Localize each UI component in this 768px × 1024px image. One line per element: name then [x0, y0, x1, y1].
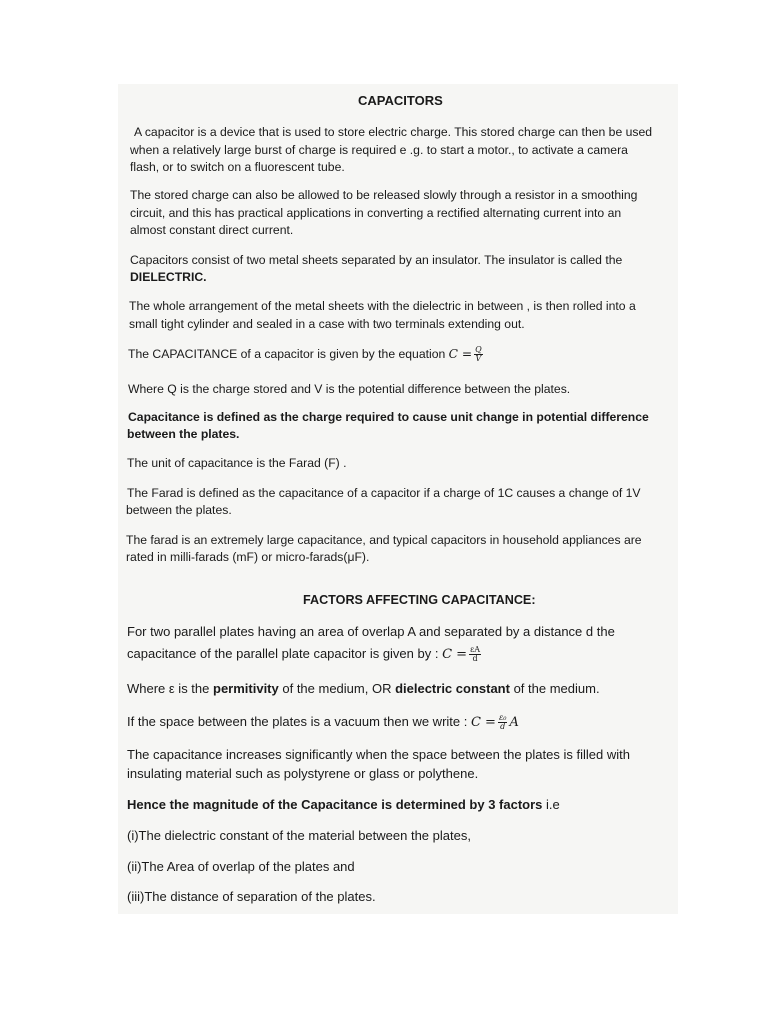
- paragraph-line: The Farad is defined as the capacitance of a capacitor if a charge of 1C causes a change of 1V: [127, 486, 641, 500]
- page-title: CAPACITORS: [358, 93, 443, 108]
- paragraph-line: small tight cylinder and sealed in a case with two terminals extending out.: [129, 317, 525, 331]
- paragraph-line: rated in milli-farads (mF) or micro-farads(μF).: [126, 550, 370, 564]
- fraction-numerator: Q: [475, 345, 482, 355]
- factors-summary-line: [127, 795, 560, 814]
- equation-intro: The CAPACITANCE of a capacitor is given by the equation: [128, 347, 449, 361]
- text-run: of the medium.: [509, 681, 600, 696]
- paragraph-line: The stored charge can also be allowed to be released slowly through a resistor in a smoothing: [130, 188, 638, 202]
- factor-item-distance: (iii)The distance of separation of the plates.: [127, 889, 376, 904]
- permitivity-line: [127, 679, 600, 698]
- text-run: Where ε is the: [127, 681, 213, 696]
- equation-lhs: C =: [448, 347, 473, 361]
- text-run: i.e: [542, 797, 560, 812]
- factor-item-dielectric: (i)The dielectric constant of the material between the plates,: [127, 828, 471, 843]
- paragraph-line: The farad is an extremely large capacitance, and typical capacitors in household appliances are: [126, 533, 642, 547]
- paragraph-line: between the plates.: [126, 503, 232, 517]
- fraction-numerator: εA: [470, 645, 480, 655]
- section-heading: FACTORS AFFECTING CAPACITANCE:: [303, 593, 536, 607]
- equation-lhs: C =: [470, 715, 496, 730]
- permitivity-term: permitivity: [213, 681, 279, 696]
- ea-over-d-fraction: [469, 646, 481, 663]
- paragraph-line: circuit, and this has practical applications in converting a rectified alternating current into an: [130, 206, 622, 220]
- fraction-denominator: d: [500, 722, 506, 732]
- fraction-denominator: d: [472, 654, 478, 664]
- paragraph-line: flash, or to switch on a fluorescent tube.: [130, 160, 345, 174]
- equation-intro: capacitance of the parallel plate capacitor is given by :: [127, 646, 443, 661]
- capacitance-equation-line: [128, 346, 485, 363]
- definition-line: Capacitance is defined as the charge required to cause unit change in potential difference: [128, 410, 649, 424]
- parallel-plate-equation-line: [127, 644, 483, 664]
- e0-over-d-fraction: [498, 714, 508, 731]
- paragraph-line: when a relatively large burst of charge is required e .g. to start a motor., to activate a camera: [130, 143, 628, 157]
- dielectric-term: DIELECTRIC.: [130, 270, 207, 284]
- paragraph-line: The capacitance increases significantly when the space between the plates is filled with: [127, 747, 630, 762]
- paragraph-line: For two parallel plates having an area of overlap A and separated by a distance d the: [127, 624, 615, 639]
- factors-summary-bold: Hence the magnitude of the Capacitance is determined by 3 factors: [127, 797, 543, 812]
- paragraph-line: Capacitors consist of two metal sheets separated by an insulator. The insulator is called the: [130, 253, 623, 267]
- fraction-denominator: V: [475, 354, 482, 364]
- paragraph-line: The whole arrangement of the metal sheets with the dielectric in between , is then rolled into a: [129, 299, 636, 313]
- equation-intro: If the space between the plates is a vacuum then we write :: [127, 714, 471, 729]
- dielectric-constant-term: dielectric constant: [395, 681, 510, 696]
- text-run: of the medium, OR: [278, 681, 396, 696]
- q-over-v-fraction: [474, 346, 483, 363]
- definition-line: between the plates.: [127, 427, 240, 441]
- factor-item-area: (ii)The Area of overlap of the plates and: [127, 859, 355, 874]
- fraction-numerator: ε₀: [498, 713, 507, 723]
- paragraph-line: Where Q is the charge stored and V is the potential difference between the plates.: [128, 382, 571, 396]
- paragraph-line: The unit of capacitance is the Farad (F) .: [127, 456, 347, 470]
- vacuum-equation-line: [127, 712, 519, 732]
- equation-area-term: A: [509, 715, 519, 730]
- paragraph-line: A capacitor is a device that is used to store electric charge. This stored charge can then be used: [134, 125, 653, 139]
- paragraph-line: almost constant direct current.: [130, 223, 294, 237]
- paragraph-line: insulating material such as polystyrene or glass or polythene.: [127, 766, 479, 781]
- equation-lhs: C =: [442, 647, 468, 662]
